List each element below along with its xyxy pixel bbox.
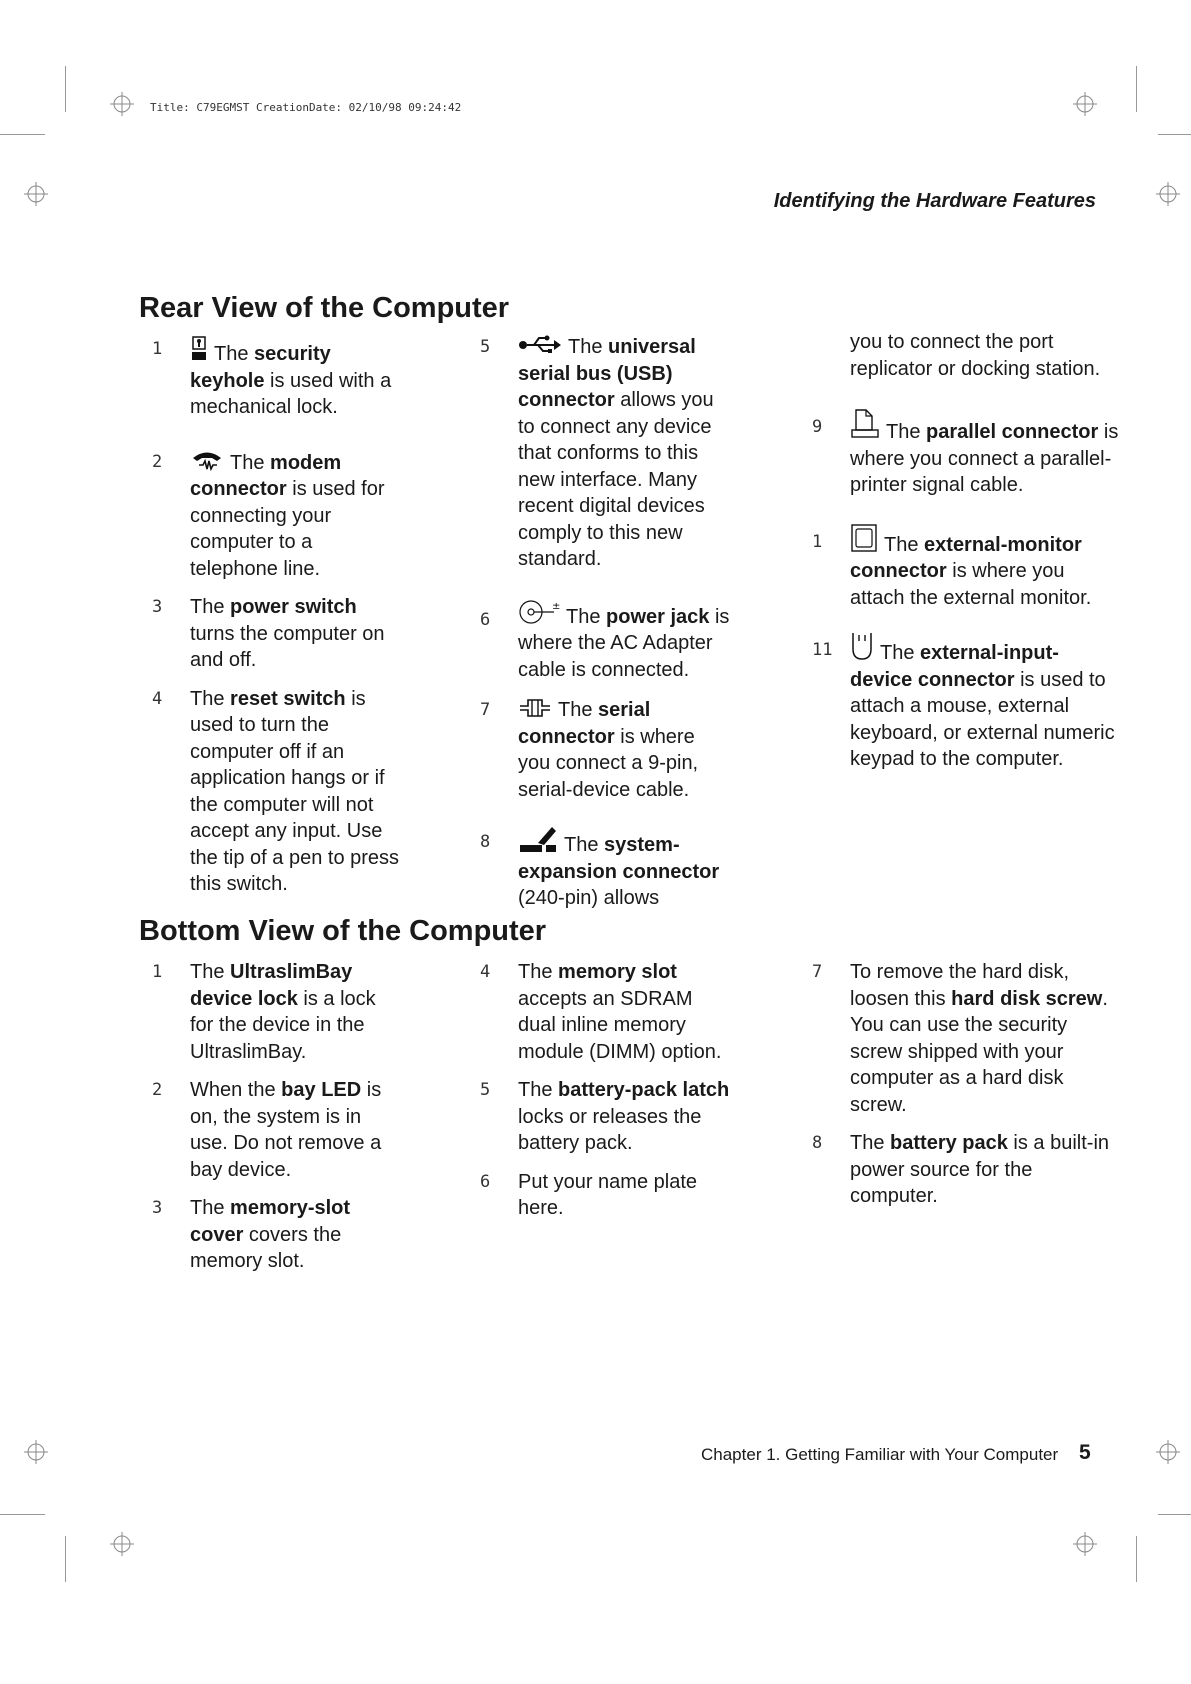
item-text: is where you attach the external monitor. bbox=[850, 560, 1092, 609]
item-text: Put your name plate here. bbox=[518, 1170, 697, 1219]
bottom-item bbox=[140, 1077, 402, 1183]
modem-icon bbox=[190, 449, 224, 471]
registration-crosshair bbox=[1073, 1532, 1097, 1556]
rear-item bbox=[140, 449, 402, 583]
usb-icon bbox=[518, 335, 562, 355]
document-meta-title: Title: C79EGMST CreationDate: 02/10/98 09:24:42 bbox=[150, 101, 462, 114]
item-number: 3 bbox=[152, 597, 163, 617]
serial-icon bbox=[518, 698, 552, 718]
bottom-item bbox=[800, 959, 1120, 1118]
item-text: is where you connect a parallel-printer signal cable. bbox=[850, 421, 1119, 496]
item-text: When the bbox=[190, 1079, 282, 1101]
item-number: 8 bbox=[812, 1133, 823, 1153]
item-text: The bbox=[190, 687, 231, 710]
bottom-item bbox=[140, 1195, 402, 1275]
item-term: power switch bbox=[230, 596, 357, 618]
printer-icon bbox=[850, 408, 880, 440]
bottom-column-1 bbox=[140, 959, 402, 1275]
bottom-column-3 bbox=[800, 959, 1120, 1210]
item-term: battery-pack latch bbox=[558, 1079, 730, 1101]
svg-text:±: ± bbox=[552, 600, 560, 612]
item-number: 6 bbox=[480, 1171, 491, 1192]
item-term: external-monitor connector bbox=[850, 533, 1082, 582]
item-number: 8 bbox=[480, 832, 491, 852]
item-term: UltraslimBay device lock bbox=[190, 961, 353, 1010]
registration-crosshair bbox=[1073, 92, 1097, 116]
item-number: 3 bbox=[152, 1198, 163, 1218]
power-jack-icon bbox=[518, 599, 560, 625]
registration-crosshair bbox=[1156, 182, 1180, 206]
item-text: The bbox=[558, 699, 599, 721]
item-number: 1 bbox=[152, 962, 163, 982]
monitor-icon bbox=[850, 523, 878, 553]
rear-item bbox=[800, 523, 1120, 612]
item-text: is on, the system is in use. Do not remove a bay device. bbox=[190, 1079, 382, 1181]
rear-column-1 bbox=[140, 336, 402, 898]
crop-mark bbox=[65, 66, 66, 112]
item-text: turns the computer on and off. bbox=[190, 622, 385, 671]
crop-mark bbox=[1136, 1536, 1137, 1582]
rear-item bbox=[140, 336, 402, 421]
rear-item bbox=[800, 631, 1120, 773]
registration-crosshair bbox=[110, 1532, 134, 1556]
rear-item bbox=[800, 408, 1120, 499]
item-term: security keyhole bbox=[190, 343, 331, 392]
item-text: The bbox=[190, 961, 231, 983]
item-number: 5 bbox=[480, 1080, 491, 1100]
item-text: To remove the hard disk, loosen this bbox=[850, 961, 1069, 1010]
item-term: system-expansion connector bbox=[518, 834, 720, 883]
item-text: The bbox=[230, 451, 271, 474]
item-term: hard disk screw bbox=[951, 987, 1103, 1010]
item-text: is used to attach a mouse, external keyboard, or external numeric keypad to the computer. bbox=[850, 668, 1115, 770]
crop-mark bbox=[0, 1514, 45, 1515]
registration-crosshair bbox=[1156, 1440, 1180, 1464]
item-number: 7 bbox=[812, 962, 823, 982]
rear-column-3 bbox=[800, 329, 1120, 773]
item-number: 2 bbox=[152, 1080, 163, 1100]
expansion-icon bbox=[518, 823, 558, 853]
item-text: allows you to connect any device that conforms to this new interface. Many recent digital devices comply to this new standard. bbox=[518, 389, 714, 570]
item-term: modem connector bbox=[190, 451, 342, 500]
item-term: bay LED bbox=[281, 1079, 362, 1101]
item-text: . You can use the security screw shipped with your computer as a hard disk screw. bbox=[850, 987, 1108, 1116]
item-term: reset switch bbox=[230, 687, 346, 710]
item-term: external-input-device connector bbox=[850, 642, 1059, 691]
item-term: universal serial bus (USB) connector bbox=[518, 336, 696, 411]
rear-item bbox=[468, 697, 730, 803]
item-number: 4 bbox=[152, 688, 163, 709]
item-text: The bbox=[190, 596, 231, 618]
item-term: power jack bbox=[606, 605, 710, 628]
item-text: is used to turn the computer off if an application hangs or if the computer will not accept any input. Use the tip of a pen to press this switch. bbox=[190, 687, 400, 895]
item-number: 11 bbox=[812, 640, 833, 660]
footer-chapter: Chapter 1. Getting Familiar with Your Computer bbox=[701, 1445, 1059, 1464]
rear-item bbox=[468, 334, 730, 573]
item-text: The bbox=[566, 605, 607, 628]
item-term: serial connector bbox=[518, 699, 651, 748]
crop-mark bbox=[1158, 1514, 1191, 1515]
item-number: 2 bbox=[152, 451, 163, 472]
registration-crosshair bbox=[24, 1440, 48, 1464]
item-text: is a built-in power source for the computer. bbox=[850, 1132, 1110, 1207]
rear-item bbox=[140, 594, 402, 674]
bottom-item bbox=[140, 959, 402, 1065]
item-number: 9 bbox=[812, 417, 823, 437]
item-term: memory slot bbox=[558, 961, 677, 983]
item-text: is where you connect a 9-pin, serial-device cable. bbox=[518, 725, 699, 801]
bottom-item bbox=[800, 1130, 1120, 1210]
bottom-column-2 bbox=[468, 959, 730, 1222]
keyhole-icon bbox=[190, 336, 208, 362]
item-text: The bbox=[518, 961, 559, 983]
item-text: is where the AC Adapter cable is connected. bbox=[518, 605, 730, 681]
item-text: The bbox=[880, 642, 921, 664]
item-text: is used for connecting your computer to a telephone line. bbox=[190, 478, 385, 580]
running-head: Identifying the Hardware Features bbox=[773, 190, 1096, 212]
item-number: 5 bbox=[480, 337, 491, 357]
item-text: The bbox=[190, 1197, 231, 1219]
registration-crosshair bbox=[110, 92, 134, 116]
item-number: 1 bbox=[812, 531, 823, 552]
item-term: battery pack bbox=[890, 1132, 1008, 1154]
item-number: 1 bbox=[152, 339, 163, 359]
item-text: is used with a mechanical lock. bbox=[190, 369, 392, 418]
item-text: The bbox=[884, 533, 925, 556]
rear-column-2 bbox=[468, 334, 730, 912]
item-text: The bbox=[564, 834, 605, 856]
bottom-view-title: Bottom View of the Computer bbox=[139, 915, 547, 947]
item-text: The bbox=[886, 421, 927, 443]
item-text: The bbox=[850, 1132, 891, 1154]
bottom-item bbox=[468, 1077, 730, 1157]
item-text: accepts an SDRAM dual inline memory module (DIMM) option. bbox=[518, 987, 722, 1063]
item-number: 6 bbox=[480, 609, 491, 630]
crop-mark bbox=[1158, 134, 1191, 135]
item-text: is a lock for the device in the UltraslimBay. bbox=[190, 987, 376, 1063]
bottom-item bbox=[468, 959, 730, 1065]
crop-mark bbox=[0, 134, 45, 135]
rear-item bbox=[140, 686, 402, 898]
crop-mark bbox=[1136, 66, 1137, 112]
registration-crosshair bbox=[24, 182, 48, 206]
item-text: (240-pin) allows bbox=[518, 887, 660, 909]
bottom-item bbox=[468, 1169, 730, 1222]
rear-view-title: Rear View of the Computer bbox=[139, 292, 510, 324]
item-number: 4 bbox=[480, 962, 491, 982]
item-text: locks or releases the battery pack. bbox=[518, 1105, 702, 1154]
crop-mark bbox=[65, 1536, 66, 1582]
item-term: memory-slot cover bbox=[190, 1197, 351, 1246]
item-number: 7 bbox=[480, 700, 491, 720]
rear-item-continuation: you to connect the port replicator or docking station. bbox=[850, 331, 1101, 380]
mouse-icon bbox=[850, 631, 874, 661]
item-text: The bbox=[518, 1079, 559, 1101]
rear-item bbox=[468, 599, 730, 684]
page-number: 5 bbox=[1079, 1441, 1091, 1464]
item-text: The bbox=[214, 343, 255, 365]
item-text: covers the memory slot. bbox=[190, 1223, 342, 1272]
rear-item bbox=[468, 823, 730, 912]
item-text: The bbox=[568, 336, 609, 358]
item-term: parallel connector bbox=[926, 421, 1099, 443]
